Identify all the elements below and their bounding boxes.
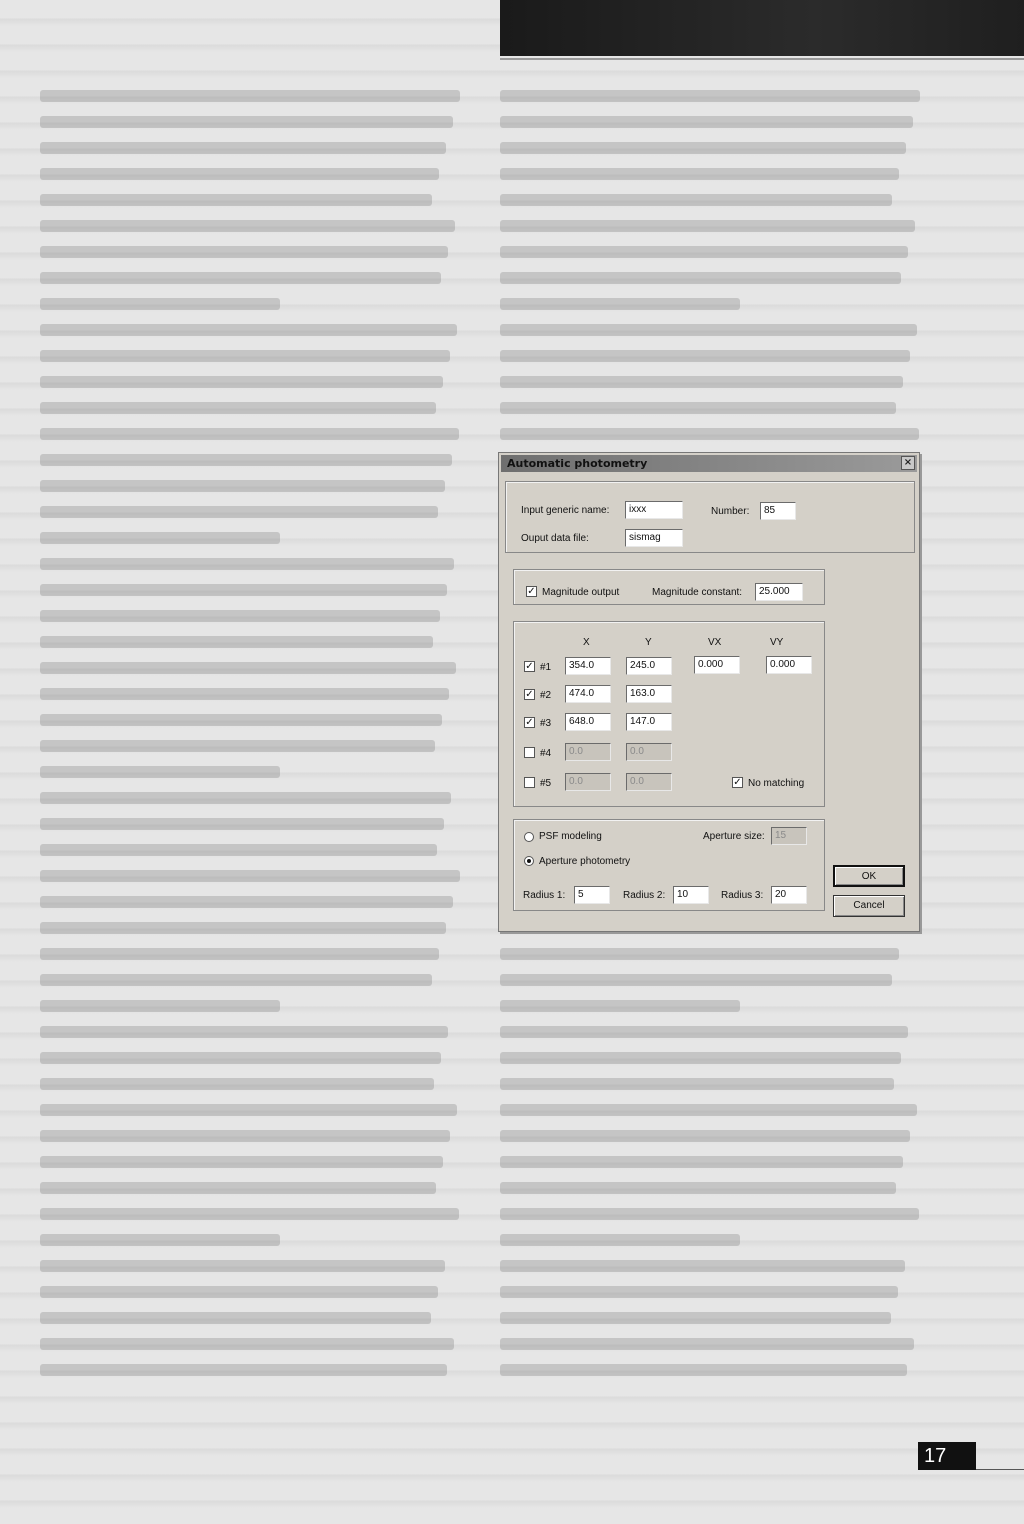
text-line-placeholder <box>40 454 452 466</box>
radius-1-input[interactable]: 5 <box>574 886 610 904</box>
text-line-placeholder <box>500 376 903 388</box>
left-text-column <box>40 90 470 1400</box>
aperture-photometry-label: Aperture photometry <box>539 856 631 867</box>
psf-modeling-label: PSF modeling <box>539 831 602 842</box>
text-line-placeholder <box>40 142 446 154</box>
text-line-placeholder <box>500 1182 896 1194</box>
text-line-placeholder <box>40 740 435 752</box>
text-line-placeholder <box>40 818 444 830</box>
column-header-x: X <box>583 637 590 648</box>
text-line-placeholder <box>40 1156 443 1168</box>
magnitude-output-checkbox[interactable]: ✓ <box>527 586 536 597</box>
text-line-placeholder <box>40 376 443 388</box>
column-header-vy: VY <box>770 637 784 648</box>
text-line-placeholder <box>500 168 899 180</box>
text-line-placeholder <box>40 402 436 414</box>
close-icon[interactable]: × <box>901 456 915 470</box>
star-4-y-input[interactable]: 0.0 <box>626 743 672 761</box>
star-1-x-input[interactable]: 354.0 <box>565 657 611 675</box>
text-line-placeholder <box>500 1026 908 1038</box>
text-line-placeholder <box>500 1234 740 1246</box>
text-line-placeholder <box>500 90 920 102</box>
star-1-y-input[interactable]: 245.0 <box>626 657 672 675</box>
text-line-placeholder <box>40 1182 436 1194</box>
ok-button[interactable]: OK <box>833 865 905 887</box>
star-5-checkbox[interactable] <box>524 777 535 788</box>
text-line-placeholder <box>40 506 438 518</box>
text-line-placeholder <box>40 298 280 310</box>
number-input[interactable]: 85 <box>760 502 796 520</box>
aperture-photometry-radio[interactable] <box>524 856 534 866</box>
text-line-placeholder <box>500 1286 898 1298</box>
text-line-placeholder <box>40 1104 457 1116</box>
generic-name-label: Input generic name: <box>521 505 610 516</box>
star-5-label: #5 <box>540 778 552 789</box>
vy-input[interactable]: 0.000 <box>766 656 812 674</box>
text-line-placeholder <box>40 948 439 960</box>
star-3-x-input[interactable]: 648.0 <box>565 713 611 731</box>
magnitude-constant-input[interactable]: 25.000 <box>755 583 803 601</box>
star-1-label: #1 <box>540 662 552 673</box>
star-4-x-input[interactable]: 0.0 <box>565 743 611 761</box>
number-label: Number: <box>711 506 750 517</box>
text-line-placeholder <box>40 1026 448 1038</box>
vx-input[interactable]: 0.000 <box>694 656 740 674</box>
star-5-y-input[interactable]: 0.0 <box>626 773 672 791</box>
text-line-placeholder <box>500 974 892 986</box>
text-line-placeholder <box>40 688 449 700</box>
text-line-placeholder <box>40 922 446 934</box>
text-line-placeholder <box>40 844 437 856</box>
text-line-placeholder <box>500 402 896 414</box>
text-line-placeholder <box>500 1312 891 1324</box>
text-line-placeholder <box>40 870 460 882</box>
star-3-label: #3 <box>540 718 552 729</box>
star-2-checkbox[interactable]: ✓ <box>525 689 534 700</box>
text-line-placeholder <box>40 1338 454 1350</box>
dialog-titlebar[interactable] <box>501 455 917 472</box>
text-line-placeholder <box>500 272 901 284</box>
text-line-placeholder <box>40 532 280 544</box>
text-line-placeholder <box>500 142 906 154</box>
text-line-placeholder <box>40 168 439 180</box>
radius-1-label: Radius 1: <box>523 890 566 901</box>
output-file-label: Ouput data file: <box>521 533 589 544</box>
text-line-placeholder <box>500 324 917 336</box>
text-line-placeholder <box>40 1052 441 1064</box>
page-number: 17 <box>918 1442 976 1470</box>
radius-2-input[interactable]: 10 <box>673 886 709 904</box>
radius-3-label: Radius 3: <box>721 890 764 901</box>
text-line-placeholder <box>40 1312 431 1324</box>
page-number-rule <box>976 1469 1024 1470</box>
text-line-placeholder <box>40 1234 280 1246</box>
star-2-y-input[interactable]: 163.0 <box>626 685 672 703</box>
text-line-placeholder <box>40 714 442 726</box>
text-line-placeholder <box>40 792 451 804</box>
aperture-size-label: Aperture size: <box>703 831 765 842</box>
text-line-placeholder <box>500 1208 919 1220</box>
automatic-photometry-dialog <box>498 452 920 932</box>
text-line-placeholder <box>40 428 459 440</box>
no-matching-label: No matching <box>748 778 805 789</box>
text-line-placeholder <box>500 220 915 232</box>
text-line-placeholder <box>40 1364 447 1376</box>
text-line-placeholder <box>40 896 453 908</box>
text-line-placeholder <box>500 1104 917 1116</box>
magnitude-constant-label: Magnitude constant: <box>652 587 743 598</box>
text-line-placeholder <box>500 246 908 258</box>
star-5-x-input[interactable]: 0.0 <box>565 773 611 791</box>
text-line-placeholder <box>500 1156 903 1168</box>
aperture-size-input[interactable]: 15 <box>771 827 807 845</box>
text-line-placeholder <box>40 610 440 622</box>
star-1-checkbox[interactable]: ✓ <box>525 661 534 672</box>
text-line-placeholder <box>40 90 460 102</box>
star-3-y-input[interactable]: 147.0 <box>626 713 672 731</box>
text-line-placeholder <box>500 1338 914 1350</box>
text-line-placeholder <box>500 1260 905 1272</box>
text-line-placeholder <box>40 246 448 258</box>
column-header-vx: VX <box>708 637 722 648</box>
text-line-placeholder <box>40 558 454 570</box>
column-header-y: Y <box>645 637 652 648</box>
text-line-placeholder <box>40 662 456 674</box>
text-line-placeholder <box>500 1052 901 1064</box>
psf-modeling-radio[interactable] <box>524 832 534 842</box>
text-line-placeholder <box>500 298 740 310</box>
text-line-placeholder <box>40 766 280 778</box>
text-line-placeholder <box>40 350 450 362</box>
text-line-placeholder <box>40 220 455 232</box>
no-matching-checkbox[interactable]: ✓ <box>733 777 742 788</box>
text-line-placeholder <box>40 584 447 596</box>
text-line-placeholder <box>500 1130 910 1142</box>
star-3-checkbox[interactable]: ✓ <box>525 717 534 728</box>
star-2-label: #2 <box>540 690 552 701</box>
text-line-placeholder <box>40 1260 445 1272</box>
text-line-placeholder <box>500 1078 894 1090</box>
text-line-placeholder <box>500 116 913 128</box>
star-4-label: #4 <box>540 748 552 759</box>
text-line-placeholder <box>40 1208 459 1220</box>
star-4-checkbox[interactable] <box>524 747 535 758</box>
text-line-placeholder <box>500 428 919 440</box>
text-line-placeholder <box>500 1000 740 1012</box>
text-line-placeholder <box>40 636 433 648</box>
dialog-title: Automatic photometry <box>507 457 648 470</box>
text-line-placeholder <box>40 1078 434 1090</box>
text-line-placeholder <box>40 1130 450 1142</box>
text-line-placeholder <box>40 324 457 336</box>
text-line-placeholder <box>500 1364 907 1376</box>
generic-name-input[interactable]: ixxx <box>625 501 683 519</box>
header-dark-band <box>500 0 1024 56</box>
output-file-input[interactable]: sismag <box>625 529 683 547</box>
text-line-placeholder <box>500 350 910 362</box>
cancel-button[interactable]: Cancel <box>833 895 905 917</box>
text-line-placeholder <box>40 194 432 206</box>
radius-3-input[interactable]: 20 <box>771 886 807 904</box>
text-line-placeholder <box>40 1000 280 1012</box>
text-line-placeholder <box>40 272 441 284</box>
text-line-placeholder <box>500 194 892 206</box>
text-line-placeholder <box>40 1286 438 1298</box>
magnitude-output-label: Magnitude output <box>542 587 620 598</box>
text-line-placeholder <box>40 480 445 492</box>
radius-2-label: Radius 2: <box>623 890 666 901</box>
header-rule <box>500 58 1024 60</box>
text-line-placeholder <box>40 974 432 986</box>
star-2-x-input[interactable]: 474.0 <box>565 685 611 703</box>
text-line-placeholder <box>40 116 453 128</box>
text-line-placeholder <box>500 948 899 960</box>
